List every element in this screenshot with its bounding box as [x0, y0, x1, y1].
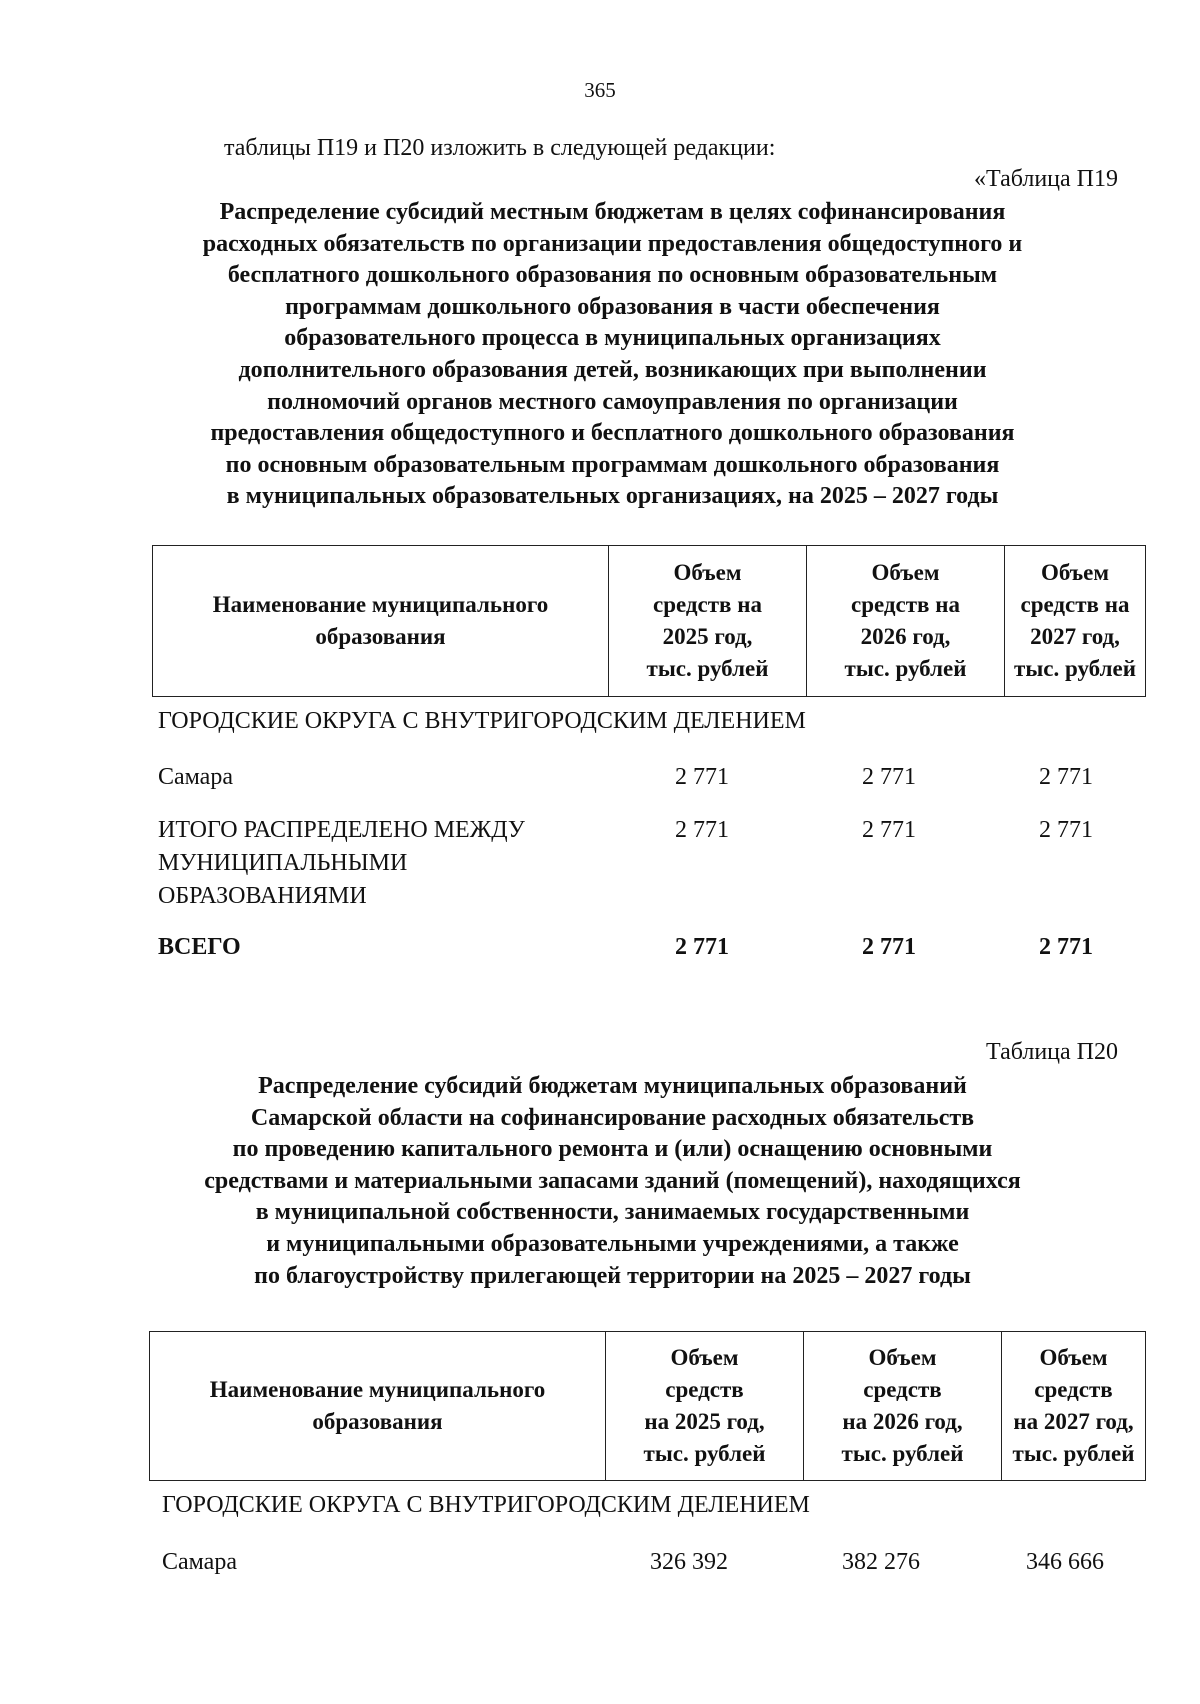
title-line: Распределение субсидий местным бюджетам в целях софинансирования [219, 199, 1006, 225]
header-text: образования [312, 1409, 443, 1434]
table-p20-header [149, 1331, 1146, 1481]
title-line: программам дошкольного образования в части обеспечения [285, 293, 940, 320]
value-2027: 346 666 [1026, 1549, 1104, 1575]
header-text: тыс. рублей [646, 656, 769, 681]
table-p19-header [152, 545, 1146, 697]
value-2025: 326 392 [650, 1549, 728, 1575]
header-2027-cell [1005, 546, 1146, 697]
header-name-cell [153, 546, 609, 697]
title-line: средствами и материальными запасами зданий (помещений), находящихся [204, 1167, 1021, 1194]
title-line: Распределение субсидий бюджетам муниципальных образований [258, 1073, 967, 1099]
header-text: тыс. рублей [844, 656, 967, 681]
table-p19-label: «Таблица П19 [974, 166, 1118, 192]
header-2025-cell [609, 546, 807, 697]
header-text: образования [315, 624, 446, 649]
title-line: полномочий органов местного самоуправления по организации [267, 388, 958, 415]
header-text: Наименование муниципального [212, 592, 549, 617]
value-2026: 382 276 [842, 1549, 920, 1575]
header-text: 2025 год, [662, 624, 753, 649]
value-2025: 2 771 [675, 764, 729, 790]
header-2025-cell [606, 1332, 804, 1481]
value-2025: 2 771 [675, 934, 729, 960]
title-line: дополнительного образования детей, возникающих при выполнении [238, 356, 987, 383]
table-p20-label: Таблица П20 [986, 1039, 1118, 1065]
value-2026: 2 771 [862, 934, 916, 960]
value-2026: 2 771 [862, 817, 916, 843]
header-text: Объем [670, 1345, 739, 1370]
row-name [158, 931, 628, 964]
header-text: средств на [851, 592, 960, 617]
header-text: средств [863, 1377, 942, 1402]
header-text: тыс. рублей [1014, 656, 1136, 681]
header-text: Объем [1039, 1345, 1108, 1370]
header-text: на 2027 год, [1013, 1409, 1134, 1434]
header-text: тыс. рублей [643, 1441, 766, 1466]
title-line: бесплатного дошкольного образования по основным образовательным [227, 262, 998, 289]
row-name-text: Самара [158, 764, 233, 790]
header-text: средств на [1020, 592, 1130, 617]
header-text: Объем [868, 1345, 937, 1370]
section-title: ГОРОДСКИЕ ОКРУГА С ВНУТРИГОРОДСКИМ ДЕЛЕНИЕМ [162, 1492, 810, 1518]
value-2027: 2 771 [1039, 817, 1093, 843]
row-name [158, 814, 628, 913]
table-p20-title [120, 1071, 1105, 1292]
title-line: по благоустройству прилегающей территории на 2025 – 2027 годы [254, 1262, 971, 1289]
title-line: образовательного процесса в муниципальных организациях [284, 325, 941, 352]
header-text: на 2026 год, [842, 1409, 963, 1434]
header-text: средств [1034, 1377, 1113, 1402]
row-name [158, 761, 628, 794]
value-2027: 2 771 [1039, 764, 1093, 790]
header-text: 2027 год, [1030, 624, 1120, 649]
title-line: Самарской области на софинансирование расходных обязательств [250, 1104, 975, 1131]
header-2027-cell [1002, 1332, 1146, 1481]
title-line: и муниципальными образовательными учреждениями, а также [266, 1230, 959, 1257]
row-name-text: МУНИЦИПАЛЬНЫМИ [158, 850, 408, 876]
title-line: предоставления общедоступного и бесплатного дошкольного образования [210, 420, 1015, 447]
header-text: тыс. рублей [1012, 1441, 1135, 1466]
value-2027: 2 771 [1039, 934, 1093, 960]
header-text: Наименование муниципального [209, 1377, 546, 1402]
intro-text: таблицы П19 и П20 изложить в следующей редакции: [224, 135, 776, 161]
page-number: 365 [584, 78, 616, 102]
value-2026: 2 771 [862, 764, 916, 790]
title-line: расходных обязательств по организации предоставления общедоступного и [202, 230, 1023, 257]
title-line: по проведению капитального ремонта и (или) оснащению основными [232, 1136, 993, 1163]
header-2026-cell [807, 546, 1005, 697]
value-2025: 2 771 [675, 817, 729, 843]
header-text: средств на [653, 592, 762, 617]
header-text: Объем [1040, 560, 1110, 585]
header-text: Объем [871, 560, 940, 585]
title-line: в муниципальных образовательных организациях, на 2025 – 2027 годы [226, 483, 999, 510]
header-text: на 2025 год, [644, 1409, 765, 1434]
header-text: 2026 год, [860, 624, 951, 649]
header-text: Объем [673, 560, 742, 585]
row-name-text: ВСЕГО [158, 934, 241, 960]
title-line: в муниципальной собственности, занимаемых государственными [255, 1199, 970, 1226]
header-name-cell [150, 1332, 606, 1481]
title-line: по основным образовательным программам дошкольного образования [225, 451, 1000, 478]
row-name-text: ОБРАЗОВАНИЯМИ [158, 883, 367, 909]
row-name-text: ИТОГО РАСПРЕДЕЛЕНО МЕЖДУ [158, 817, 525, 843]
table-p19-title [120, 197, 1105, 513]
header-text: средств [665, 1377, 744, 1402]
header-2026-cell [804, 1332, 1002, 1481]
section-title: ГОРОДСКИЕ ОКРУГА С ВНУТРИГОРОДСКИМ ДЕЛЕНИЕМ [158, 708, 806, 734]
row-name-text: Самара [162, 1549, 237, 1575]
row-name [162, 1546, 632, 1579]
header-text: тыс. рублей [841, 1441, 964, 1466]
